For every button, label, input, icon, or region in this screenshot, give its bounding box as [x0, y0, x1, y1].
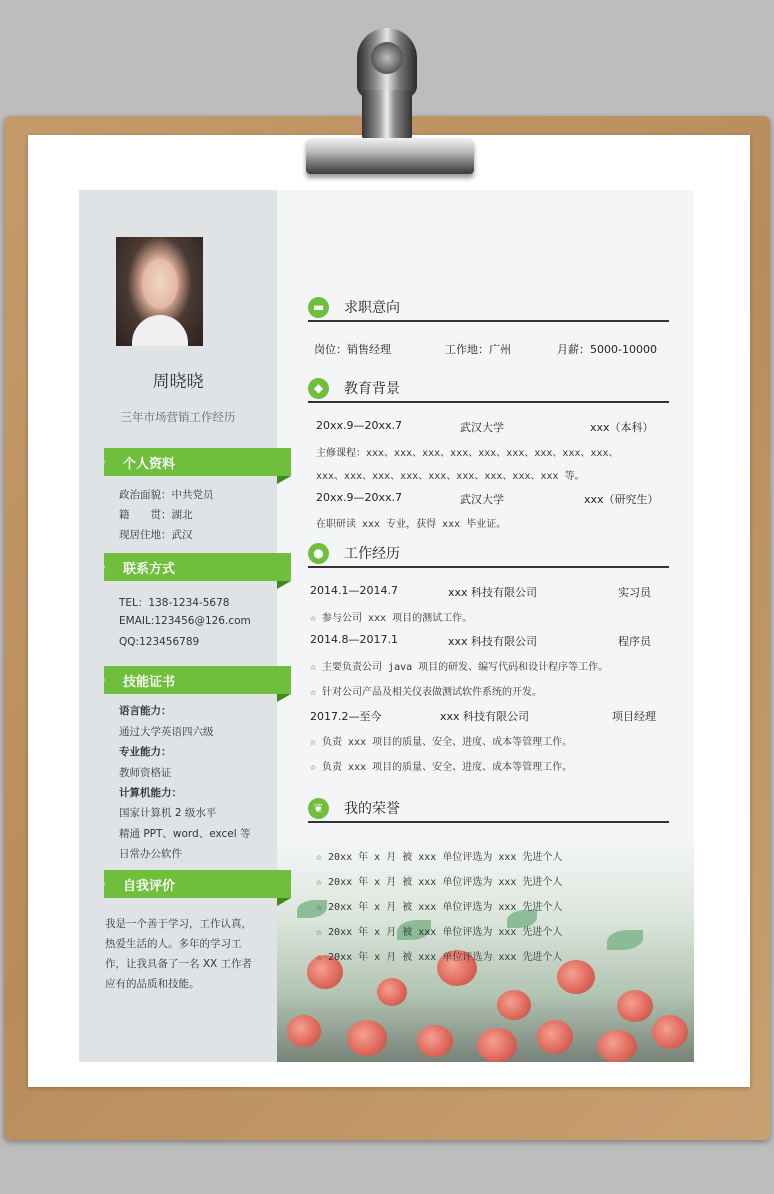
- leaf-icon: ❦: [308, 798, 329, 819]
- job-company: xxx 科技有限公司: [448, 635, 538, 648]
- personal-political: 政治面貌：中共党员: [119, 489, 214, 501]
- contact-tel: TEL：138-1234-5678: [119, 597, 230, 609]
- edu-courses-1: 主修课程：xxx、xxx、xxx、xxx、xxx、xxx、xxx、xxx、xxx、: [316, 448, 619, 459]
- section-work: [308, 542, 669, 568]
- section-title: 我的荣誉: [344, 801, 400, 817]
- skill-computer-label: 计算机能力：: [119, 787, 182, 799]
- section-tag-contact: [96, 553, 291, 589]
- edu-school: 武汉大学: [460, 421, 504, 434]
- self-evaluation: [105, 914, 265, 994]
- personal-residence: 现居住地：武汉: [119, 529, 193, 541]
- objective-location: 工作地：广州: [445, 343, 511, 356]
- section-title: 教育背景: [344, 381, 400, 397]
- evaluation-line: 应有的品质和技能。: [105, 978, 200, 990]
- profile-photo: [116, 237, 203, 346]
- skill-computer-1: 国家计算机 2 级水平: [119, 807, 217, 819]
- edu-date: 20xx.9—20xx.7: [316, 419, 403, 432]
- edu-school: 武汉大学: [460, 493, 504, 506]
- candidate-subtitle: 三年市场营销工作经历: [120, 410, 236, 424]
- skill-professional-label: 专业能力：: [119, 746, 172, 758]
- section-education: [308, 377, 669, 403]
- candidate-name: 周晓晓: [152, 372, 204, 392]
- job-date: 2014.1—2014.7: [310, 584, 398, 597]
- edu-research: 在职研读 xxx 专业，获得 xxx 毕业证。: [316, 519, 507, 530]
- edu-degree: xxx（研究生）: [584, 493, 659, 506]
- contact-qq: QQ:123456789: [119, 636, 200, 648]
- section-tag-label: 联系方式: [123, 562, 176, 577]
- job-company: xxx 科技有限公司: [448, 586, 538, 599]
- honor-item: ☆ 20xx 年 x 月 被 xxx 单位评选为 xxx 先进个人: [316, 852, 563, 863]
- job-duty: ☆ 负责 xxx 项目的质量、安全、进度、成本等管理工作。: [310, 762, 573, 773]
- edu-date: 20xx.9—20xx.7: [316, 491, 403, 504]
- objective-position: 岗位：销售经理: [314, 343, 391, 356]
- job-role: 实习员: [618, 586, 651, 599]
- objective-salary: 月薪：5000-10000: [557, 343, 657, 356]
- edu-courses-2: xxx、xxx、xxx、xxx、xxx、xxx、xxx、xxx、xxx 等。: [316, 471, 585, 482]
- skill-professional: 教师资格证: [119, 767, 172, 779]
- evaluation-line: 热爱生活的人。多年的学习工: [105, 938, 242, 950]
- section-tag-personal: [96, 448, 291, 484]
- job-duty: ☆ 负责 xxx 项目的质量、安全、进度、成本等管理工作。: [310, 737, 573, 748]
- honor-item: ☆ 20xx 年 x 月 被 xxx 单位评选为 xxx 先进个人: [316, 902, 563, 913]
- section-tag-label: 技能证书: [123, 675, 176, 690]
- skill-language-label: 语言能力：: [119, 705, 172, 717]
- job-date: 2014.8—2017.1: [310, 633, 398, 646]
- section-title: 求职意向: [344, 300, 400, 316]
- section-tag-label: 个人资料: [123, 457, 176, 472]
- edu-degree: xxx（本科）: [590, 421, 654, 434]
- binder-clip: [306, 138, 474, 174]
- job-duty: ☆ 主要负责公司 java 项目的研发、编写代码和设计程序等工作。: [310, 662, 609, 673]
- section-tag-label: 自我评价: [123, 879, 176, 894]
- contact-email: EMAIL:123456@126.com: [119, 615, 251, 627]
- binder-clip-neck: [362, 90, 412, 140]
- people-icon: ●: [308, 543, 329, 564]
- section-title: 工作经历: [344, 546, 400, 562]
- skill-computer-3: 日常办公软件: [119, 848, 182, 860]
- job-duty: ☆ 参与公司 xxx 项目的测试工作。: [310, 613, 473, 624]
- skill-computer-2: 精通 PPT、word、excel 等: [119, 828, 251, 840]
- job-company: xxx 科技有限公司: [440, 710, 530, 723]
- briefcase-icon: ▬: [308, 297, 329, 318]
- job-date: 2017.2—至今: [310, 710, 382, 723]
- section-honors: [308, 797, 669, 823]
- section-tag-skills: [96, 666, 291, 702]
- binder-clip-ring: [357, 28, 417, 98]
- job-role: 项目经理: [612, 710, 656, 723]
- graduation-icon: ◆: [308, 378, 329, 399]
- section-tag-evaluation: [96, 870, 291, 906]
- section-objective: [308, 296, 669, 322]
- evaluation-line: 我是一个善于学习，工作认真，: [105, 918, 252, 930]
- personal-hometown: 籍 贯：湖北: [119, 509, 193, 521]
- honor-item: ☆ 20xx 年 x 月 被 xxx 单位评选为 xxx 先进个人: [316, 927, 563, 938]
- job-duty: ☆ 针对公司产品及相关仪表做测试软件系统的开发。: [310, 687, 543, 698]
- skill-language: 通过大学英语四六级: [119, 726, 214, 738]
- honor-item: ☆ 20xx 年 x 月 被 xxx 单位评选为 xxx 先进个人: [316, 877, 563, 888]
- evaluation-line: 作，让我具备了一名 XX 工作者: [105, 958, 253, 970]
- job-role: 程序员: [618, 635, 651, 648]
- honor-item: ☆ 20xx 年 x 月 被 xxx 单位评选为 xxx 先进个人: [316, 952, 563, 963]
